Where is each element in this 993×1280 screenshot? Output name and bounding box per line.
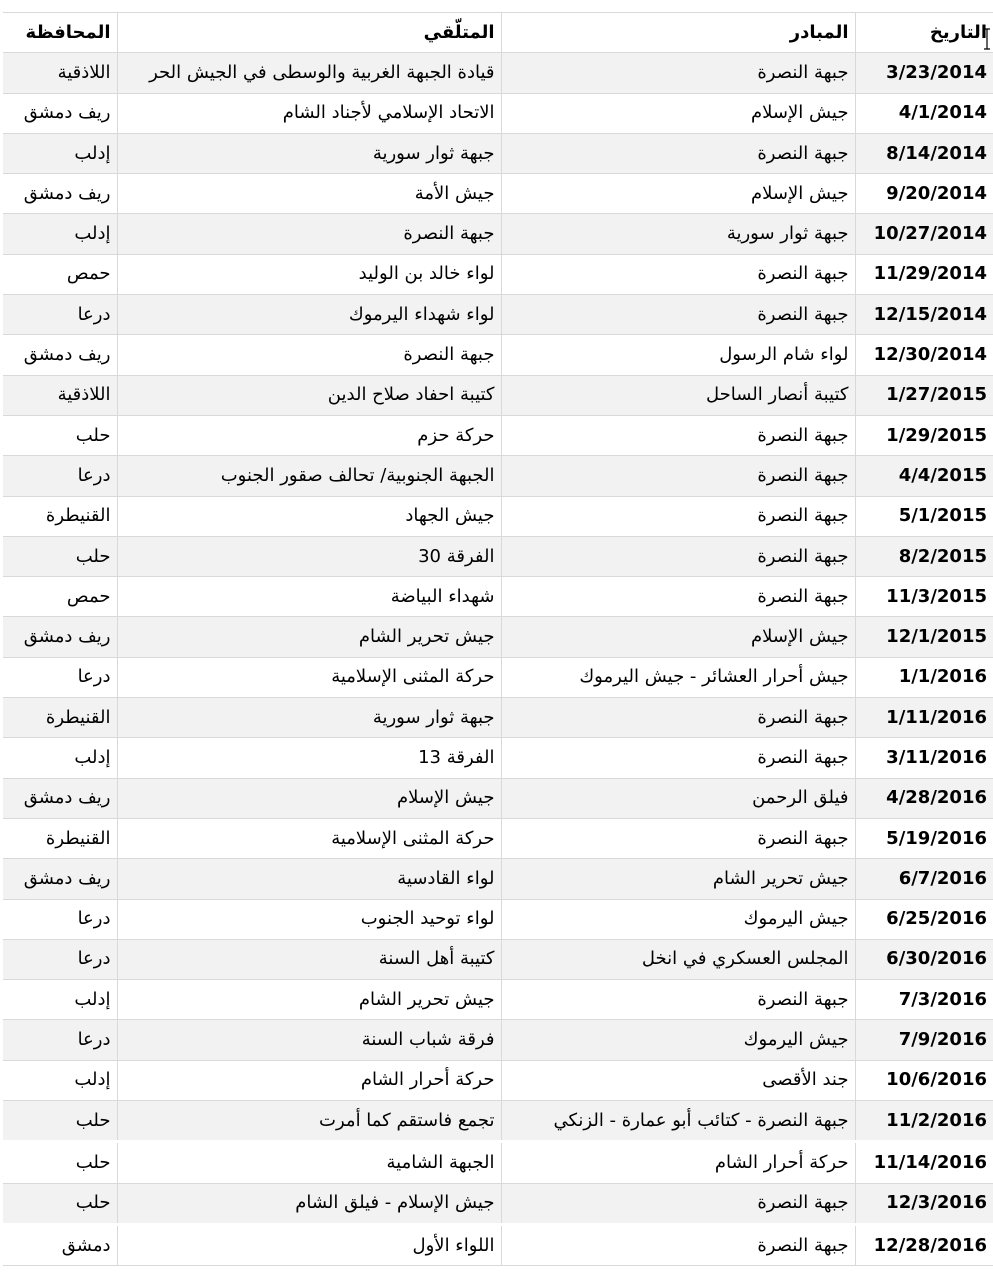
cell-date[interactable]: 12/28/2016 [855,1224,993,1265]
cell-date[interactable]: 11/14/2016 [855,1142,993,1183]
cell-governorate[interactable]: درعا [3,939,117,979]
cell-recipient[interactable]: كتيبة احفاد صلاح الدين [117,375,501,415]
cell-recipient[interactable]: جيش الإسلام [117,778,501,818]
cell-governorate[interactable]: حمص [3,254,117,294]
cell-date[interactable]: 10/6/2016 [855,1060,993,1100]
table-row [3,1060,993,1100]
cell-date[interactable]: 6/7/2016 [855,859,993,899]
cell-date[interactable]: 3/23/2014 [855,53,993,93]
cell-date[interactable]: 12/3/2016 [855,1183,993,1224]
cell-governorate[interactable]: اللاذقية [3,375,117,415]
text-cursor-icon [983,28,991,50]
data-table-container [0,12,993,1266]
table-row [3,1183,993,1224]
cell-governorate[interactable]: إدلب [3,980,117,1020]
cell-recipient[interactable]: الفرقة 13 [117,738,501,778]
table-row [3,577,993,617]
cell-governorate[interactable]: ريف دمشق [3,93,117,133]
cell-date[interactable]: 3/11/2016 [855,738,993,778]
cell-initiator[interactable]: حركة أحرار الشام [501,1142,855,1183]
incidents-table [3,12,993,1266]
cell-recipient[interactable]: حركة حزم [117,415,501,455]
cell-recipient[interactable]: لواء خالد بن الوليد [117,254,501,294]
table-row [3,53,993,93]
cell-recipient[interactable]: جيش الجهاد [117,496,501,536]
cell-governorate[interactable]: دمشق [3,1224,117,1265]
table-row [3,1020,993,1060]
cell-initiator[interactable]: جيش تحرير الشام [501,859,855,899]
cell-recipient[interactable]: قيادة الجبهة الغربية والوسطى في الجيش الحر [117,53,501,93]
cell-governorate[interactable]: القنيطرة [3,698,117,738]
cell-governorate[interactable]: إدلب [3,133,117,173]
cell-initiator[interactable]: جيش اليرموك [501,1020,855,1060]
cell-recipient[interactable]: لواء توحيد الجنوب [117,899,501,939]
cell-governorate[interactable]: حلب [3,536,117,576]
cell-date[interactable]: 11/2/2016 [855,1101,993,1142]
cell-initiator[interactable]: المجلس العسكري في انخل [501,939,855,979]
cell-date[interactable]: 11/3/2015 [855,577,993,617]
table-row [3,980,993,1020]
cell-initiator[interactable]: جبهة النصرة [501,254,855,294]
cell-governorate[interactable]: درعا [3,456,117,496]
table-row [3,335,993,375]
cell-initiator[interactable]: جبهة النصرة [501,496,855,536]
cell-initiator[interactable]: جيش أحرار العشائر - جيش اليرموك [501,657,855,697]
table-row [3,1142,993,1183]
header-row [3,13,993,53]
table-row [3,899,993,939]
table-row [3,778,993,818]
cell-initiator[interactable]: لواء شام الرسول [501,335,855,375]
cell-date[interactable]: 6/30/2016 [855,939,993,979]
table-body [3,53,993,1266]
cell-governorate[interactable]: إدلب [3,1060,117,1100]
cell-date[interactable]: 11/29/2014 [855,254,993,294]
cell-date[interactable]: 8/14/2014 [855,133,993,173]
table-row [3,859,993,899]
cell-initiator[interactable]: جبهة النصرة [501,577,855,617]
cell-governorate[interactable]: حلب [3,1183,117,1224]
table-row [3,738,993,778]
cell-governorate[interactable]: إدلب [3,214,117,254]
table-row [3,133,993,173]
cell-initiator[interactable]: جيش اليرموك [501,899,855,939]
cell-governorate[interactable]: ريف دمشق [3,335,117,375]
table-row [3,939,993,979]
cell-date[interactable]: 10/27/2014 [855,214,993,254]
cell-governorate[interactable]: درعا [3,899,117,939]
table-row [3,536,993,576]
cell-initiator[interactable]: جبهة النصرة [501,53,855,93]
table-row [3,254,993,294]
cell-recipient[interactable]: حركة المثنى الإسلامية [117,657,501,697]
cell-governorate[interactable]: القنيطرة [3,496,117,536]
cell-recipient[interactable]: جيش تحرير الشام [117,617,501,657]
cell-initiator[interactable]: جيش الإسلام [501,93,855,133]
cell-recipient[interactable]: اللواء الأول [117,1224,501,1265]
cell-governorate[interactable]: حلب [3,415,117,455]
cell-initiator[interactable]: جبهة النصرة [501,415,855,455]
cell-initiator[interactable]: جند الأقصى [501,1060,855,1100]
header-initiator[interactable]: المبادر [501,13,855,53]
cell-initiator[interactable]: جبهة النصرة [501,295,855,335]
cell-date[interactable]: 1/11/2016 [855,698,993,738]
cell-recipient[interactable]: حركة أحرار الشام [117,1060,501,1100]
cell-initiator[interactable]: جبهة ثوار سورية [501,214,855,254]
cell-governorate[interactable]: حمص [3,577,117,617]
cell-recipient[interactable]: جبهة النصرة [117,335,501,375]
cell-date[interactable]: 5/1/2015 [855,496,993,536]
cell-recipient[interactable]: لواء شهداء اليرموك [117,295,501,335]
table-row [3,415,993,455]
cell-initiator[interactable]: جبهة النصرة [501,1224,855,1265]
table-row [3,496,993,536]
cell-date[interactable]: 1/27/2015 [855,375,993,415]
cell-governorate[interactable]: ريف دمشق [3,174,117,214]
cell-governorate[interactable]: حلب [3,1101,117,1142]
table-row [3,818,993,858]
cell-recipient[interactable]: جيش الأمة [117,174,501,214]
table-row [3,456,993,496]
cell-recipient[interactable]: كتيبة أهل السنة [117,939,501,979]
header-recipient[interactable]: المتلّقي [117,13,501,53]
table-row [3,1101,993,1142]
cell-initiator[interactable]: كتيبة أنصار الساحل [501,375,855,415]
cell-date[interactable]: 7/9/2016 [855,1020,993,1060]
cell-date[interactable]: 1/29/2015 [855,415,993,455]
cell-governorate[interactable]: درعا [3,295,117,335]
cell-initiator[interactable]: جبهة النصرة [501,133,855,173]
cell-date[interactable]: 4/4/2015 [855,456,993,496]
cell-recipient[interactable]: شهداء البياضة [117,577,501,617]
table-row [3,93,993,133]
cell-date[interactable]: 7/3/2016 [855,980,993,1020]
cell-recipient[interactable]: لواء القادسية [117,859,501,899]
cell-recipient[interactable]: جيش تحرير الشام [117,980,501,1020]
table-row [3,214,993,254]
cell-initiator[interactable]: جبهة النصرة [501,1183,855,1224]
cell-date[interactable]: 12/1/2015 [855,617,993,657]
cell-recipient[interactable]: جبهة ثوار سورية [117,133,501,173]
cell-date[interactable]: 4/1/2014 [855,93,993,133]
cell-date[interactable]: 1/1/2016 [855,657,993,697]
cell-recipient[interactable]: الجبهة الشامية [117,1142,501,1183]
cell-governorate[interactable]: ريف دمشق [3,617,117,657]
table-row [3,698,993,738]
cell-recipient[interactable]: الاتحاد الإسلامي لأجناد الشام [117,93,501,133]
cell-governorate[interactable]: إدلب [3,738,117,778]
cell-date[interactable]: 4/28/2016 [855,778,993,818]
cell-governorate[interactable]: درعا [3,657,117,697]
table-row [3,617,993,657]
cell-initiator[interactable]: جبهة النصرة [501,536,855,576]
header-date[interactable]: التاريخ [855,13,993,53]
cell-date[interactable]: 8/2/2015 [855,536,993,576]
cell-governorate[interactable]: حلب [3,1142,117,1183]
cell-governorate[interactable]: درعا [3,1020,117,1060]
cell-initiator[interactable]: جبهة النصرة [501,698,855,738]
table-row [3,1224,993,1265]
cell-recipient[interactable]: حركة المثنى الإسلامية [117,818,501,858]
cell-date[interactable]: 5/19/2016 [855,818,993,858]
cell-governorate[interactable]: القنيطرة [3,818,117,858]
cell-date[interactable]: 9/20/2014 [855,174,993,214]
cell-date[interactable]: 12/15/2014 [855,295,993,335]
table-row [3,375,993,415]
cell-governorate[interactable]: ريف دمشق [3,778,117,818]
cell-date[interactable]: 6/25/2016 [855,899,993,939]
table-row [3,657,993,697]
cell-recipient[interactable]: فرقة شباب السنة [117,1020,501,1060]
cell-initiator[interactable]: جبهة النصرة [501,456,855,496]
cell-initiator[interactable]: جيش الإسلام [501,617,855,657]
cell-recipient[interactable]: جبهة النصرة [117,214,501,254]
header-governorate[interactable]: المحافظة [3,13,117,53]
cell-date[interactable]: 12/30/2014 [855,335,993,375]
cell-recipient[interactable]: تجمع فاستقم كما أمرت [117,1101,501,1142]
cell-initiator[interactable]: جبهة النصرة - كتائب أبو عمارة - الزنكي [501,1101,855,1142]
cell-governorate[interactable]: ريف دمشق [3,859,117,899]
cell-recipient[interactable]: جيش الإسلام - فيلق الشام [117,1183,501,1224]
table-row [3,295,993,335]
cell-governorate[interactable]: اللاذقية [3,53,117,93]
cell-recipient[interactable]: الجبهة الجنوبية/ تحالف صقور الجنوب [117,456,501,496]
cell-initiator[interactable]: فيلق الرحمن [501,778,855,818]
cell-initiator[interactable]: جيش الإسلام [501,174,855,214]
cell-recipient[interactable]: الفرقة 30 [117,536,501,576]
table-row [3,174,993,214]
cell-initiator[interactable]: جبهة النصرة [501,980,855,1020]
cell-initiator[interactable]: جبهة النصرة [501,818,855,858]
cell-initiator[interactable]: جبهة النصرة [501,738,855,778]
cell-recipient[interactable]: جبهة ثوار سورية [117,698,501,738]
